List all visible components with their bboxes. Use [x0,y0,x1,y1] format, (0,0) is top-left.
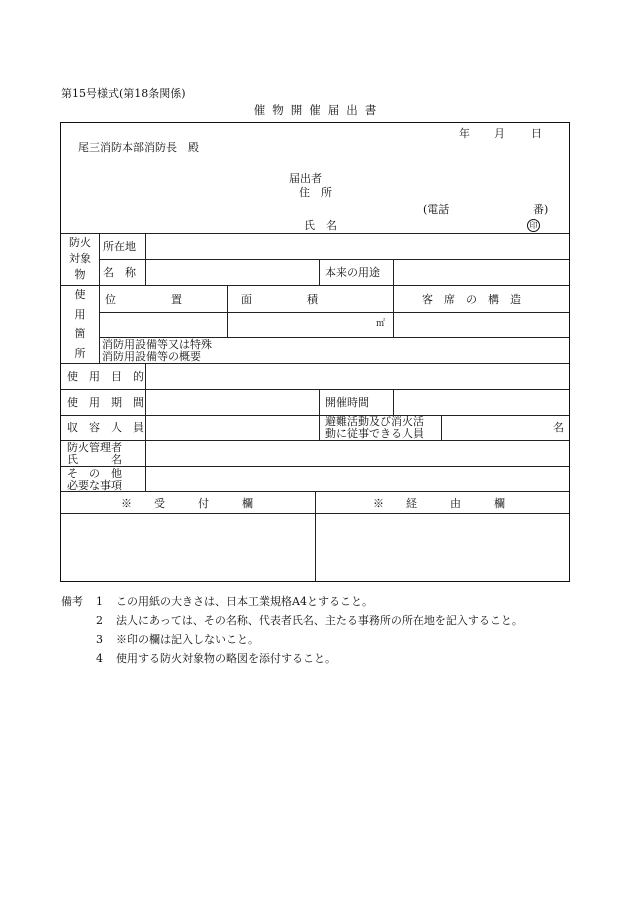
use-area-label-line: 用 [74,307,86,321]
col-divider [227,285,228,337]
note-number: 1 [96,595,103,608]
notification-form [60,122,570,582]
capacity-label: 収 容 人 員 [67,421,144,434]
col-divider [315,491,316,581]
col-divider [99,233,100,363]
row-divider [61,389,569,390]
evacuation-staff-label-line: 避難活動及び消火活 [325,415,424,428]
note-text: この用紙の大きさは、日本工業規格A4とすること。 [116,595,373,608]
row-divider [61,466,569,467]
addressee: 尾三消防本部消防長 殿 [78,141,199,154]
location-label: 所在地 [103,240,136,253]
area-unit: ㎡ [376,319,386,329]
name-label: 氏 名 [304,219,337,232]
note-number: 3 [96,633,103,646]
row-divider [61,363,569,364]
page-title: 催物開催届出書 [253,103,384,117]
note-number: 4 [96,652,103,665]
evacuation-staff-label-line: 動に従事できる人員 [325,426,424,440]
col-divider [319,259,320,285]
address-label: 住 所 [299,186,332,199]
note-number: 2 [96,614,103,627]
col-divider [145,363,146,491]
use-area-label-line: 箇 [74,327,86,341]
fire-equipment-label [102,339,212,362]
event-hours-label: 開催時間 [325,396,369,409]
area-label: 面 積 [241,293,318,306]
routing-box-label: ※ 経 由 欄 [373,497,505,510]
other-matters-label [67,468,122,491]
reception-box-label: ※ 受 付 欄 [121,497,253,510]
fire-manager-label-line: 防火管理者 [67,441,122,454]
notifier-label: 届出者 [289,172,322,185]
evacuation-staff-label [325,416,424,439]
fire-manager-label-line: 氏 名 [67,452,122,466]
row-divider [61,233,569,234]
purpose-label: 使 用 目 的 [67,370,144,383]
other-matters-label-line: 必要な事項 [67,478,122,492]
date-day-label: 日 [531,127,542,140]
note-text: 法人にあっては、その名称、代表者氏名、主たる事務所の所在地を記入すること。 [116,614,523,627]
fire-target-label-line: 防火 [69,236,91,249]
phone-label: (電話 [423,203,450,216]
row-divider [99,259,569,260]
date-year-label: 年 [459,127,470,140]
col-divider [441,415,442,440]
fire-target-label-line: 対象 [69,252,91,265]
form-number: 第15号様式(第18条関係) [61,87,186,100]
row-divider [99,312,569,313]
date-month-label: 月 [494,127,505,140]
position-label: 位 置 [105,293,182,306]
use-area-group-label [61,289,99,359]
fire-equipment-label-line: 消防用設備等又は特殊 [102,338,212,351]
period-label: 使 用 期 間 [67,396,144,409]
row-divider [61,285,569,286]
fire-manager-label [67,442,122,465]
fire-equipment-label-line: 消防用設備等の概要 [102,349,201,363]
col-divider [393,285,394,337]
facility-name-label: 名 称 [103,266,136,279]
seating-structure-label: 客 席 の 構 造 [422,293,521,306]
other-matters-label-line: そ の 他 [67,467,122,480]
row-divider [61,440,569,441]
note-text: 使用する防火対象物の略図を添付すること。 [116,652,336,665]
col-divider [393,259,394,285]
use-area-label-line: 使 [74,288,86,301]
fire-target-group-label [61,237,99,280]
note-text: ※印の欄は記入しないこと。 [116,633,259,646]
original-use-label: 本来の用途 [325,266,380,279]
col-divider [145,233,146,285]
phone-suffix: 番) [533,203,549,216]
seal-mark [527,219,540,232]
col-divider [393,389,394,415]
fire-target-label-line: 物 [74,268,86,281]
row-divider [61,415,569,416]
staff-unit: 名 [553,421,564,434]
use-area-label-line: 所 [74,346,86,360]
col-divider [319,389,320,440]
notes-label: 備考 [61,595,83,608]
seal-icon: 印 [527,219,540,232]
